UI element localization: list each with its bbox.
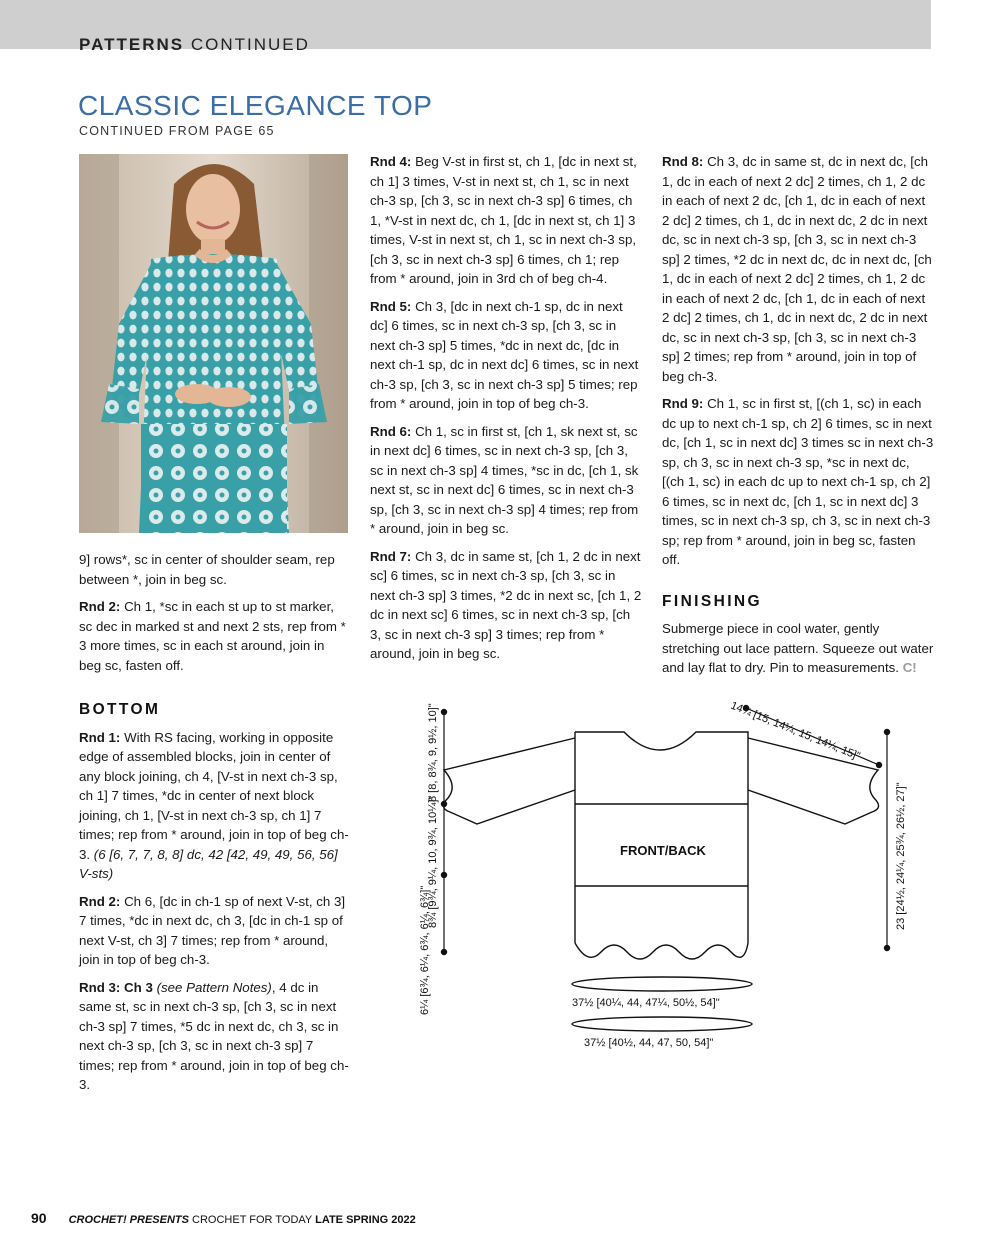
- rnd-9-label: Rnd 9:: [662, 396, 704, 411]
- bottom-rnd-3-text: , 4 dc in same st, sc in next ch-3 sp, [ch 3, sc in next ch-3 sp] 7 times, *5 dc in next dc, ch 3, sc in next ch-3 sp, [ch 3, sc in next ch-3 sp] 7 times; rep from * around, join in top of beg ch-3.: [79, 979, 349, 1092]
- column-2-text: [370, 152, 642, 672]
- end-mark-logo: C!: [902, 660, 917, 675]
- hip-label: 37½ [40½, 44, 47, 50, 54]": [584, 1037, 714, 1049]
- sleeve-length-label: 14¼ [15, 14¼, 15, 14¼, 15]": [728, 699, 862, 763]
- body-outline-right: [575, 732, 748, 943]
- bottom-rnd-2-label: Rnd 2:: [79, 893, 121, 909]
- page-footer: [31, 1210, 416, 1226]
- rnd-5: [370, 297, 642, 414]
- rnd-8: [662, 152, 934, 386]
- bottom-rnd-1: [79, 728, 351, 884]
- bottom-height-label: 6¼ [6¾, 6¼, 6¾, 6¼, 6¾]": [419, 885, 431, 1015]
- bottom-heading: BOTTOM: [79, 701, 161, 718]
- rnd-9-text: Ch 1, sc in first st, [(ch 1, sc) in each dc up to next ch-1 sp, ch 2] 6 times, sc in next dc, [ch 1, sc in next dc] 3 times sc in next ch-3 sp, ch 3, sc in next ch-3 sp, *sc in next dc, [(ch 1, sc) in each dc up to next ch-1 sp, ch 2] 6 times, sc in next dc, [ch 1, sc in next dc] 3 times, sc in next ch-3 sp, ch 3, sc in next ch-3 sp; rep from * around, join in beg sc, fasten off.: [662, 396, 934, 567]
- bottom-section: [79, 700, 351, 1103]
- column-3-text: [662, 152, 934, 686]
- column-1-text: [79, 550, 349, 683]
- rnd-5-text: Ch 3, [dc in next ch-1 sp, dc in next dc] 6 times, sc in next ch-3 sp, [ch 3, sc in next ch-3 sp] 5 times, *dc in next dc, [dc in next ch-1 sp, dc in next dc] 6 times, sc in next ch-3 sp, [ch 3, sc in next ch-3 sp] 5 times; rep from * around, join in top of beg ch-3.: [370, 298, 639, 411]
- finishing-heading: FINISHING: [662, 592, 762, 610]
- body-height-label: 8¾ [9¾, 9¼, 10, 9¾, 10¼]": [427, 795, 439, 928]
- rnd-4: [370, 152, 642, 289]
- rnd-6-label: Rnd 6:: [370, 423, 412, 439]
- section-header-bold: PATTERNS: [79, 35, 185, 54]
- front-back-label: FRONT/BACK: [620, 843, 706, 858]
- finishing-text: Submerge piece in cool water, gently stretching out lace pattern. Squeeze out water and lay flat to dry. Pin to measurements.: [662, 621, 934, 675]
- finishing-paragraph: [662, 619, 934, 678]
- rnd-9: [662, 394, 934, 570]
- yoke-height-label: 8 [8, 8¾, 9, 9½, 10]": [427, 703, 439, 802]
- rnd-7-text: Ch 3, dc in same st, [ch 1, 2 dc in next sc] 6 times, sc in next ch-3 sp, [ch 3, sc in next ch-3 sp] 3 times, *2 dc in next sc, [ch 1, 2 dc in next sc] 6 times, sc in next ch-3 sp, [ch 3, sc in next ch-3 sp] 3 times; rep from * around, join in beg sc.: [370, 548, 642, 661]
- rnd-8-text: Ch 3, dc in same st, dc in next dc, [ch 1, dc in each of next 2 dc] 2 times, ch 1, 2 dc in each of next 2 dc, [ch 1, dc in each of next 2 dc] 2 times, ch 1, dc in next dc, 2 dc in next dc, sc in next ch-3 sp, [ch 3, sc in next ch-3 sp] 2 times, *2 dc in next dc, dc in next dc, [ch 1, dc in each of next 2 dc] 2 times, ch 1, 2 dc in each of next 2 dc, [ch 1, dc in each of next 2 dc] 2 times, ch 1, dc in next dc, 2 dc in next dc, sc in next ch-3 sp, [ch 3, sc in next ch-3 sp] 2 times; rep from * around, join in top of beg ch-3.: [662, 154, 932, 384]
- footer-magazine: CROCHET! PRESENTS: [68, 1214, 189, 1226]
- rnd-5-label: Rnd 5:: [370, 298, 412, 314]
- page-number: 90: [31, 1210, 47, 1226]
- column-1-paragraph: 9] rows*, sc in center of shoulder seam, rep between *, join in beg sc.: [79, 552, 335, 587]
- bottom-rnd-3-label: Rnd 3: Ch 3: [79, 979, 153, 995]
- bottom-rnd-1-count: (6 [6, 7, 7, 8, 8] dc, 42 [42, 49, 49, 56, 56] V-sts): [79, 846, 338, 881]
- bottom-rnd-2-text: Ch 6, [dc in ch-1 sp of next V-st, ch 3] 7 times, *dc in next dc, ch 3, [dc in ch-1 sp of next V-st, ch 3] 7 times; rep from * around, join in top of beg ch-3.: [79, 893, 346, 967]
- model-photo: [79, 154, 348, 533]
- section-header-rest: CONTINUED: [190, 35, 310, 54]
- rnd-2-label: Rnd 2:: [79, 599, 121, 614]
- left-sleeve: [443, 738, 575, 824]
- bottom-rnd-1-label: Rnd 1:: [79, 729, 121, 745]
- rnd-8-label: Rnd 8:: [662, 154, 704, 169]
- rnd-4-text: Beg V-st in first st, ch 1, [dc in next st, ch 1] 3 times, V-st in next st, ch 1, sc in next ch-3 sp, [ch 3, sc in next ch-3 sp] 6 times, ch 1, *V-st in next dc, ch 1, [dc in next st, ch 1] 3 times, V-st in next st, ch 1, sc in next ch-3 sp, [ch 3, sc in next ch-3 sp] 6 times, ch 1; rep from * around, join in 3rd ch of beg ch-4.: [370, 154, 637, 286]
- rnd-7-label: Rnd 7:: [370, 548, 412, 564]
- rnd-6: [370, 422, 642, 539]
- bottom-rnd-3-note: (see Pattern Notes): [152, 979, 272, 995]
- rnd-7: [370, 547, 642, 664]
- section-header: [79, 35, 310, 55]
- bust-ellipse: [572, 977, 752, 991]
- rnd-2-paragraph: [79, 597, 349, 675]
- bust-label: 37½ [40¼, 44, 47¼, 50½, 54]": [572, 997, 720, 1009]
- hip-ellipse: [572, 1017, 752, 1031]
- schematic-diagram: [392, 690, 932, 1060]
- pattern-title: CLASSIC ELEGANCE TOP: [78, 90, 433, 121]
- bottom-rnd-2: [79, 892, 351, 970]
- rnd-2-text: Ch 1, *sc in each st up to st marker, sc dec in marked st and next 2 sts, rep from * 3 more times, sc in each st around, join in beg sc, fasten off.: [79, 599, 346, 673]
- rnd-4-label: Rnd 4:: [370, 154, 412, 169]
- bottom-rnd-3: [79, 978, 351, 1095]
- footer-middle: CROCHET FOR TODAY: [188, 1214, 316, 1226]
- total-length-label: 23 [24½, 24¼, 25¾, 26½, 27]": [895, 782, 907, 930]
- hem-wave: [575, 943, 748, 959]
- rnd-6-text: Ch 1, sc in first st, [ch 1, sk next st, sc in next dc] 6 times, sc in next ch-3 sp, [ch 3, sc in next ch-3 sp] 4 times, *sc in dc, [ch 1, sk next st, sc in next dc] 6 times, sc in next ch-3 sp, [ch 3, sc in next ch-3 sp] 4 times; rep from * around, join in beg sc.: [370, 423, 639, 536]
- footer-issue: LATE SPRING 2022: [315, 1214, 416, 1226]
- bottom-rnd-1-text: With RS facing, working in opposite edge of assembled blocks, join in center of any block joining, ch 4, [V-st in next ch-3 sp, ch 1] 7 times, *dc in center of next block joining, ch 1, [V-st in next ch-3 sp, ch 1] 7 times; rep from * around, join in top of beg ch-3.: [79, 729, 349, 862]
- pattern-subtitle: CONTINUED FROM PAGE 65: [79, 124, 275, 138]
